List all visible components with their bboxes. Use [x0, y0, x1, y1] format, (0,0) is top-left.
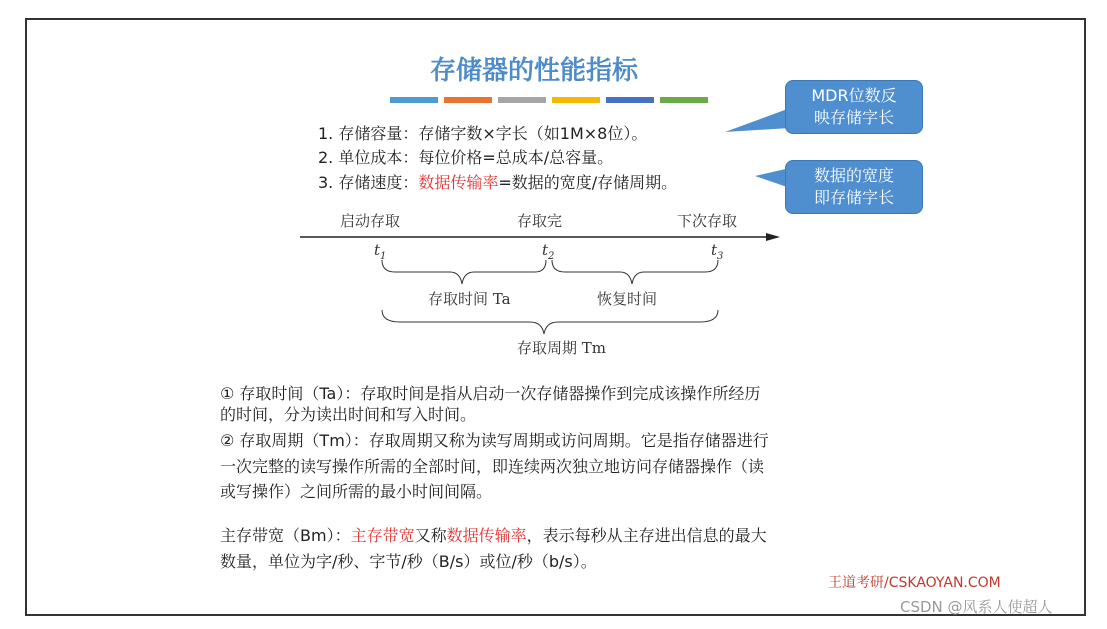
arrow-head — [766, 233, 780, 241]
t1: $t_1$ — [374, 241, 387, 262]
timing-diagram — [290, 200, 790, 365]
para-bandwidth-cont: 数量，单位为字/秒、字节/秒（B/s）或位/秒（b/s）。 — [220, 552, 597, 571]
data-rate-highlight: 数据传输率 — [418, 173, 499, 192]
color-bar — [498, 97, 546, 103]
color-bar — [552, 97, 600, 103]
color-bar — [390, 97, 438, 103]
item-capacity: 1. 存储容量：存储字数×字长（如1M×8位）。 — [318, 124, 648, 143]
bw-suffix: ，表示每秒从主存进出信息的最大 — [526, 526, 767, 545]
para-cycle-cont: 一次完整的读写操作所需的全部时间，即连续两次独立地访问存储器操作（读 — [220, 457, 765, 476]
brace-recover — [552, 260, 718, 284]
callout-width — [785, 160, 923, 214]
item-speed-prefix: 3. 存储速度： — [318, 173, 419, 192]
color-bar — [606, 97, 654, 103]
para-bandwidth — [220, 526, 767, 546]
color-bar — [444, 97, 492, 103]
brace-cycle — [382, 310, 718, 334]
callout-line: 映存储字长 — [813, 108, 894, 127]
rate-highlight: 数据传输率 — [446, 526, 527, 545]
brace-access — [382, 260, 546, 284]
para-cycle-cont2: 或写操作）之间所需的最小时间间隔。 — [220, 482, 493, 501]
callout-line: 即存储字长 — [813, 188, 894, 207]
bw-highlight: 主存带宽 — [350, 526, 415, 545]
label-start: 启动存取 — [340, 212, 401, 230]
item-speed — [318, 170, 677, 193]
para-access-time-cont: 的时间，分为读出时间和写入时间。 — [220, 405, 477, 424]
label-done: 存取完 — [517, 212, 563, 230]
callout-line: MDR位数反 — [811, 86, 897, 105]
t2: $t_2$ — [542, 241, 555, 262]
label-next: 下次存取 — [677, 212, 738, 230]
para-access-time: ① 存取时间（Ta）：存取时间是指从启动一次存储器操作到完成该操作所经历 — [220, 384, 761, 403]
label-recover: 恢复时间 — [597, 290, 658, 308]
callout-mdr — [785, 80, 923, 134]
slide-title: 存储器的性能指标 — [430, 56, 639, 86]
t3: $t_3$ — [711, 241, 724, 262]
item-speed-suffix: =数据的宽度/存储周期。 — [498, 173, 678, 192]
footer-brand: 王道考研/CSKAOYAN.COM — [828, 575, 1001, 591]
bw-mid: 又称 — [414, 526, 447, 545]
csdn-watermark: CSDN @风系人使超人 — [900, 598, 1053, 616]
label-tm: 存取周期 Tm — [517, 339, 606, 357]
label-ta: 存取时间 Ta — [428, 290, 511, 308]
para-cycle: ② 存取周期（Tm）：存取周期又称为读写周期或访问周期。它是指存储器进行 — [220, 431, 769, 450]
bw-prefix: 主存带宽（Bm）： — [220, 526, 351, 545]
item-cost: 2. 单位成本：每位价格=总成本/总容量。 — [318, 148, 614, 167]
callout-line: 数据的宽度 — [813, 166, 894, 185]
